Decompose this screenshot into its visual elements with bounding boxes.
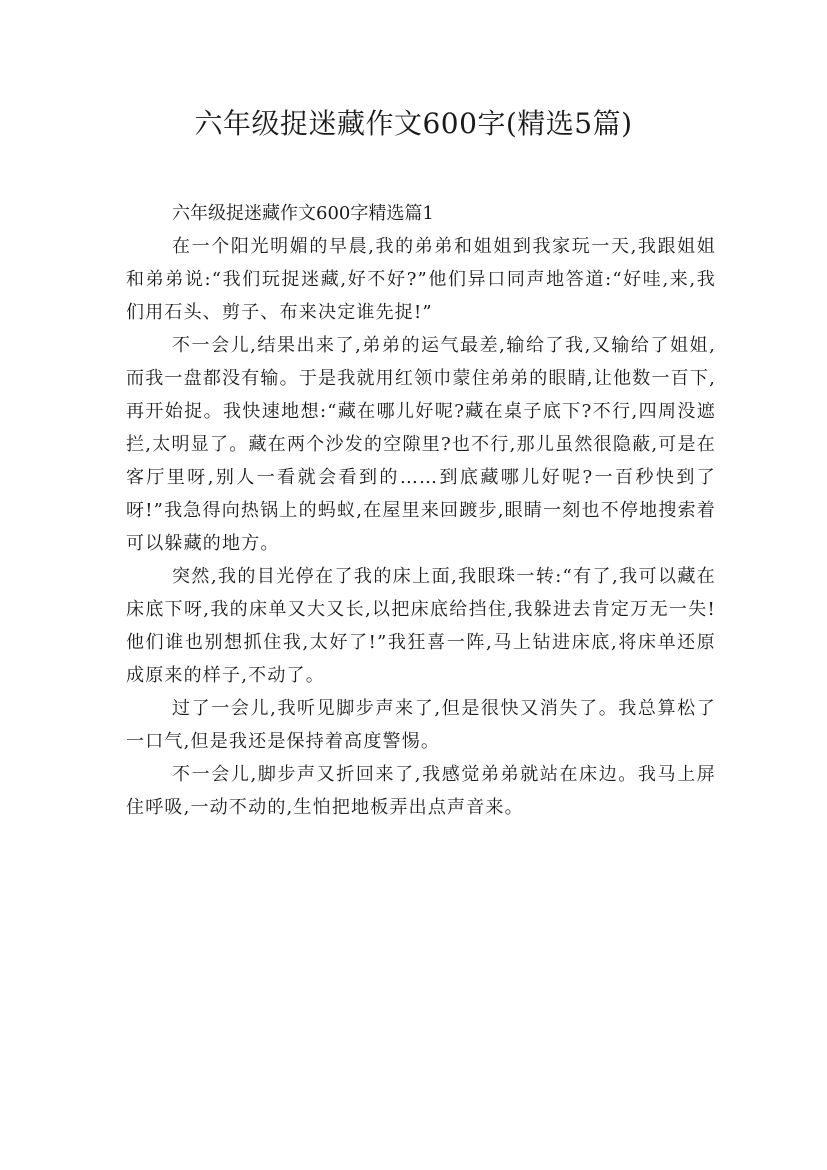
paragraph-3: 突然,我的目光停在了我的床上面,我眼珠一转:“有了,我可以藏在床底下呀,我的床单又大又长,以把床底给挡住,我躲进去肯定万无一失!他们谁也别想抓住我,太好了!”我狂喜一阵,马上钻进床底,将床单还原成原来的样子,不动了。 — [126, 566, 716, 686]
section-heading: 六年级捉迷藏作文600字精选篇1 — [172, 203, 434, 224]
paragraph-2: 不一会儿,结果出来了,弟弟的运气最差,输给了我,又输给了姐姐,而我一盘都没有输。于是我就用红领巾蒙住弟弟的眼睛,让他数一百下,再开始捉。我快速地想:“藏在哪儿好呢?藏在桌子底下?不行,四周没遮拦,太明显了。藏在两个沙发的空隙里?也不行,那儿虽然很隐蔽,可是在客厅里呀,别人一看就会看到的……到底藏哪儿好呢?一百秒快到了呀!”我急得向热锅上的蚂蚁,在屋里来回踱步,眼睛一刻也不停地搜索着可以躲藏的地方。 — [126, 335, 716, 554]
document-title: 六年级捉迷藏作文600字(精选5篇) — [194, 107, 633, 140]
paragraph-5: 不一会儿,脚步声又折回来了,我感觉弟弟就站在床边。我马上屏住呼吸,一动不动的,生怕把地板弄出点声音来。 — [126, 764, 716, 818]
paragraph-4: 过了一会儿,我听见脚步声来了,但是很快又消失了。我总算松了一口气,但是我还是保持着高度警惕。 — [126, 698, 716, 752]
document-body — [126, 197, 716, 824]
paragraph-1: 在一个阳光明媚的早晨,我的弟弟和姐姐到我家玩一天,我跟姐姐和弟弟说:“我们玩捉迷藏,好不好?”他们异口同声地答道:“好哇,来,我们用石头、剪子、布来决定谁先捉!” — [126, 236, 716, 323]
